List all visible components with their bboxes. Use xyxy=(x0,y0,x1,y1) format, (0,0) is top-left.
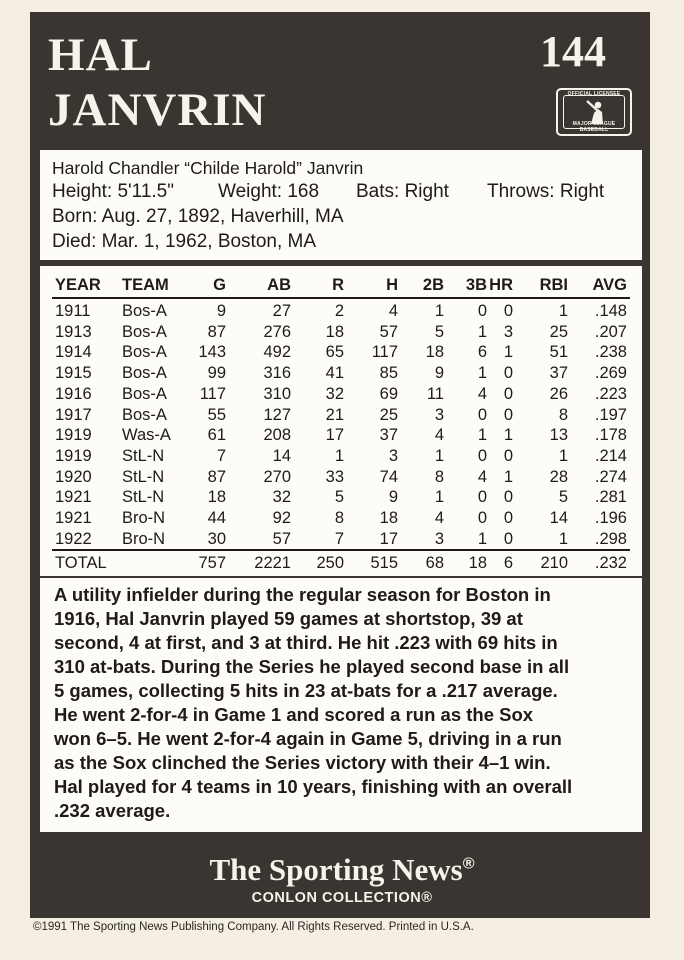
cell-hr: 0 xyxy=(503,384,513,403)
cell-ab: 127 xyxy=(263,405,291,424)
cell-team: StL-N xyxy=(122,446,165,465)
cell-ab: 27 xyxy=(272,302,291,320)
cell-h: 9 xyxy=(388,488,398,507)
cell-team: Bos-A xyxy=(122,364,167,383)
cell-2b: 11 xyxy=(426,384,444,403)
cell-h: 117 xyxy=(371,343,398,362)
stats-row xyxy=(40,343,642,364)
cell-h: 57 xyxy=(379,322,398,341)
stats-row xyxy=(40,406,642,427)
cell-team: Bos-A xyxy=(122,384,167,403)
cell-avg: .197 xyxy=(594,405,627,424)
cell-team: Bro-N xyxy=(122,509,166,527)
cell-rbi: 1 xyxy=(558,446,568,465)
cell-ab: 310 xyxy=(263,384,291,403)
cell-r: 21 xyxy=(325,405,344,424)
cell-2b: 1 xyxy=(434,302,444,320)
stats-row xyxy=(40,468,642,489)
cell-3b: 1 xyxy=(477,322,487,341)
cell-hr: 1 xyxy=(503,343,513,362)
bio-weight: Weight: 168 xyxy=(218,181,320,202)
total-row xyxy=(40,554,642,575)
cell-3b: 1 xyxy=(477,529,487,548)
cell-h: 85 xyxy=(379,364,398,383)
cell-rbi: 8 xyxy=(558,405,568,424)
cell-hr: 0 xyxy=(503,509,513,527)
copyright-notice: ©1991 The Sporting News Publishing Company. All Rights Reserved. Printed in U.S.A. xyxy=(33,921,474,933)
cell-r: 18 xyxy=(325,322,344,341)
cell-year: 1920 xyxy=(55,467,92,486)
cell-g: 18 xyxy=(207,488,226,507)
card-number: 144 xyxy=(540,27,606,76)
cell-year: 1922 xyxy=(55,529,92,548)
cell-2b: 4 xyxy=(434,426,444,445)
cell-h: 17 xyxy=(379,529,398,548)
header-ab: AB xyxy=(267,276,291,294)
cell-3b: 0 xyxy=(477,302,487,320)
cell-team: StL-N xyxy=(122,488,165,507)
cell-r: 2 xyxy=(334,302,344,320)
cell-avg: .269 xyxy=(594,364,627,383)
cell-year: 1921 xyxy=(55,488,92,507)
cell-avg: .207 xyxy=(594,322,627,341)
bio-bats: Bats: Right xyxy=(356,181,449,202)
cell-ab: 14 xyxy=(272,446,291,465)
cell-avg: .196 xyxy=(594,509,627,527)
blurb-line: A utility infielder during the regular season for Boston in xyxy=(54,584,551,605)
cell-avg: .281 xyxy=(594,488,627,507)
cell-rbi: 1 xyxy=(558,302,568,320)
cell-2b: 3 xyxy=(434,405,444,424)
cell-r: 1 xyxy=(334,446,344,465)
stats-row xyxy=(40,426,642,447)
total-label: TOTAL xyxy=(55,554,107,572)
cell-3b: 0 xyxy=(477,405,487,424)
cell-year: 1919 xyxy=(55,446,92,465)
sporting-news-logo xyxy=(0,852,684,888)
stats-row xyxy=(40,385,642,406)
cell-ab: 276 xyxy=(263,322,291,341)
header-3b: 3B xyxy=(465,276,487,294)
header-year: YEAR xyxy=(55,276,101,294)
cell-year: 1911 xyxy=(55,302,91,320)
header-hr: HR xyxy=(489,276,513,294)
blurb-line: as the Sox clinched the Series victory with their 4–1 win. xyxy=(54,752,551,773)
cell-3b: 1 xyxy=(477,364,487,383)
cell-hr: 0 xyxy=(503,364,513,383)
cell-h: 18 xyxy=(379,509,398,527)
logo-top-text: OFFICIAL LICENSEE xyxy=(567,91,621,97)
cell-r: 32 xyxy=(325,384,344,403)
total-h: 515 xyxy=(370,554,398,572)
cell-year: 1919 xyxy=(55,426,92,445)
cell-avg: .238 xyxy=(594,343,627,362)
stats-row xyxy=(40,530,642,551)
cell-r: 17 xyxy=(325,426,344,445)
cell-3b: 0 xyxy=(477,509,487,527)
player-last-name: JANVRIN xyxy=(48,84,267,136)
cell-rbi: 14 xyxy=(549,509,568,527)
cell-ab: 208 xyxy=(263,426,291,445)
player-first-name: HAL xyxy=(48,29,153,81)
cell-g: 61 xyxy=(207,426,226,445)
cell-2b: 18 xyxy=(425,343,444,362)
cell-3b: 1 xyxy=(477,426,487,445)
cell-hr: 0 xyxy=(503,405,513,424)
stats-row xyxy=(40,364,642,385)
header-team: TEAM xyxy=(122,276,169,294)
cell-team: Bos-A xyxy=(122,302,167,320)
brand-name: The Sporting News xyxy=(209,852,463,887)
cell-g: 117 xyxy=(199,384,226,403)
total-rbi: 210 xyxy=(540,554,568,572)
cell-hr: 1 xyxy=(503,467,513,486)
cell-hr: 0 xyxy=(503,529,513,548)
cell-h: 25 xyxy=(379,405,398,424)
header-r: R xyxy=(332,276,344,294)
header-2b: 2B xyxy=(422,276,444,294)
blurb-line: 310 at-bats. During the Series he played second base in all xyxy=(54,656,570,677)
cell-g: 9 xyxy=(216,302,226,320)
cell-ab: 270 xyxy=(263,467,291,486)
cell-avg: .214 xyxy=(594,446,627,465)
header-h: H xyxy=(386,276,398,294)
bio-died: Died: Mar. 1, 1962, Boston, MA xyxy=(52,231,317,252)
stats-row xyxy=(40,488,642,509)
blurb-line: Hal played for 4 teams in 10 years, finishing with an overall xyxy=(54,776,573,797)
header-g: G xyxy=(213,276,226,294)
cell-h: 37 xyxy=(379,426,398,445)
cell-g: 99 xyxy=(207,364,226,383)
cell-g: 44 xyxy=(207,509,226,527)
cell-3b: 4 xyxy=(477,384,487,403)
bio-panel xyxy=(40,150,642,260)
cell-r: 7 xyxy=(334,529,344,548)
cell-h: 3 xyxy=(388,446,398,465)
cell-2b: 9 xyxy=(434,364,444,383)
bio-full-name: Harold Chandler “Childe Harold” Janvrin xyxy=(52,158,364,178)
cell-hr: 0 xyxy=(503,446,513,465)
cell-ab: 92 xyxy=(272,509,291,527)
cell-rbi: 28 xyxy=(549,467,568,486)
cell-g: 143 xyxy=(198,343,226,362)
cell-year: 1914 xyxy=(55,343,92,362)
blurb-line: 5 games, collecting 5 hits in 23 at-bats for a .217 average. xyxy=(54,680,558,701)
cell-r: 8 xyxy=(334,509,344,527)
cell-3b: 4 xyxy=(477,467,487,486)
header-rbi: RBI xyxy=(539,276,568,294)
cell-g: 7 xyxy=(216,446,226,465)
cell-h: 69 xyxy=(379,384,398,403)
stats-table xyxy=(40,266,642,576)
cell-r: 5 xyxy=(334,488,344,507)
cell-team: Bos-A xyxy=(122,322,167,341)
cell-ab: 57 xyxy=(272,529,291,548)
cell-3b: 6 xyxy=(477,343,487,362)
stats-row xyxy=(40,447,642,468)
cell-rbi: 26 xyxy=(549,384,568,403)
cell-hr: 0 xyxy=(503,302,513,320)
cell-year: 1913 xyxy=(55,322,92,341)
cell-g: 87 xyxy=(207,322,226,341)
blurb-line: won 6–5. He went 2-for-4 again in Game 5, driving in a run xyxy=(54,728,562,749)
total-avg: .232 xyxy=(594,554,627,572)
cell-avg: .274 xyxy=(594,467,627,486)
cell-year: 1917 xyxy=(55,405,92,424)
bio-born: Born: Aug. 27, 1892, Haverhill, MA xyxy=(52,206,344,227)
stats-row xyxy=(40,323,642,344)
cell-2b: 1 xyxy=(434,446,444,465)
cell-h: 74 xyxy=(379,467,398,486)
cell-g: 87 xyxy=(207,467,226,486)
cell-team: Bos-A xyxy=(122,405,167,424)
cell-rbi: 25 xyxy=(549,322,568,341)
mlb-batter-logo-icon xyxy=(556,88,632,136)
cell-r: 65 xyxy=(325,343,344,362)
cell-2b: 4 xyxy=(434,509,444,527)
stats-row xyxy=(40,509,642,530)
cell-2b: 8 xyxy=(434,467,444,486)
stats-row xyxy=(40,302,642,323)
logo-bottom-text: MAJOR LEAGUE BASEBALL xyxy=(572,121,616,133)
total-ab: 2221 xyxy=(254,554,291,572)
total-hr: 6 xyxy=(503,554,513,572)
cell-team: Bro-N xyxy=(122,529,166,548)
cell-rbi: 1 xyxy=(558,529,568,548)
cell-ab: 492 xyxy=(263,343,291,362)
cell-hr: 3 xyxy=(503,322,513,341)
bio-throws: Throws: Right xyxy=(487,181,605,202)
cell-hr: 1 xyxy=(503,426,513,445)
career-blurb xyxy=(40,578,642,832)
cell-year: 1916 xyxy=(55,384,92,403)
cell-avg: .223 xyxy=(594,384,627,403)
cell-rbi: 51 xyxy=(549,343,568,362)
cell-2b: 5 xyxy=(434,322,444,341)
cell-g: 55 xyxy=(207,405,226,424)
registered-mark: ® xyxy=(462,855,475,873)
cell-3b: 0 xyxy=(477,488,487,507)
cell-year: 1921 xyxy=(55,509,92,527)
cell-h: 4 xyxy=(388,302,398,320)
cell-team: Was-A xyxy=(122,426,171,445)
total-g: 757 xyxy=(198,554,226,572)
total-r: 250 xyxy=(316,554,344,572)
cell-rbi: 5 xyxy=(558,488,568,507)
cell-avg: .298 xyxy=(594,529,627,548)
total-3b: 18 xyxy=(468,554,487,572)
cell-ab: 32 xyxy=(272,488,291,507)
total-rule xyxy=(52,549,630,551)
blurb-line: He went 2-for-4 in Game 1 and scored a run as the Sox xyxy=(54,704,534,725)
cell-r: 33 xyxy=(325,467,344,486)
bio-height: Height: 5'11.5" xyxy=(52,181,174,202)
header-rule xyxy=(52,297,630,299)
cell-team: Bos-A xyxy=(122,343,167,362)
blurb-line: second, 4 at first, and 3 at third. He hit .223 with 69 hits in xyxy=(54,632,558,653)
header-avg: AVG xyxy=(592,276,627,294)
cell-2b: 3 xyxy=(434,529,444,548)
blurb-line: 1916, Hal Janvrin played 59 games at shortstop, 39 at xyxy=(54,608,523,629)
cell-r: 41 xyxy=(325,364,344,383)
cell-avg: .148 xyxy=(594,302,627,320)
stats-header-row xyxy=(40,276,642,297)
cell-rbi: 37 xyxy=(549,364,568,383)
total-2b: 68 xyxy=(425,554,444,572)
blurb-line: .232 average. xyxy=(54,800,171,821)
conlon-collection-label: CONLON COLLECTION® xyxy=(251,890,433,906)
cell-3b: 0 xyxy=(477,446,487,465)
cell-g: 30 xyxy=(207,529,226,548)
cell-rbi: 13 xyxy=(549,426,568,445)
cell-year: 1915 xyxy=(55,364,92,383)
cell-ab: 316 xyxy=(263,364,291,383)
cell-hr: 0 xyxy=(503,488,513,507)
cell-team: StL-N xyxy=(122,467,165,486)
cell-avg: .178 xyxy=(594,426,627,445)
cell-2b: 1 xyxy=(434,488,444,507)
